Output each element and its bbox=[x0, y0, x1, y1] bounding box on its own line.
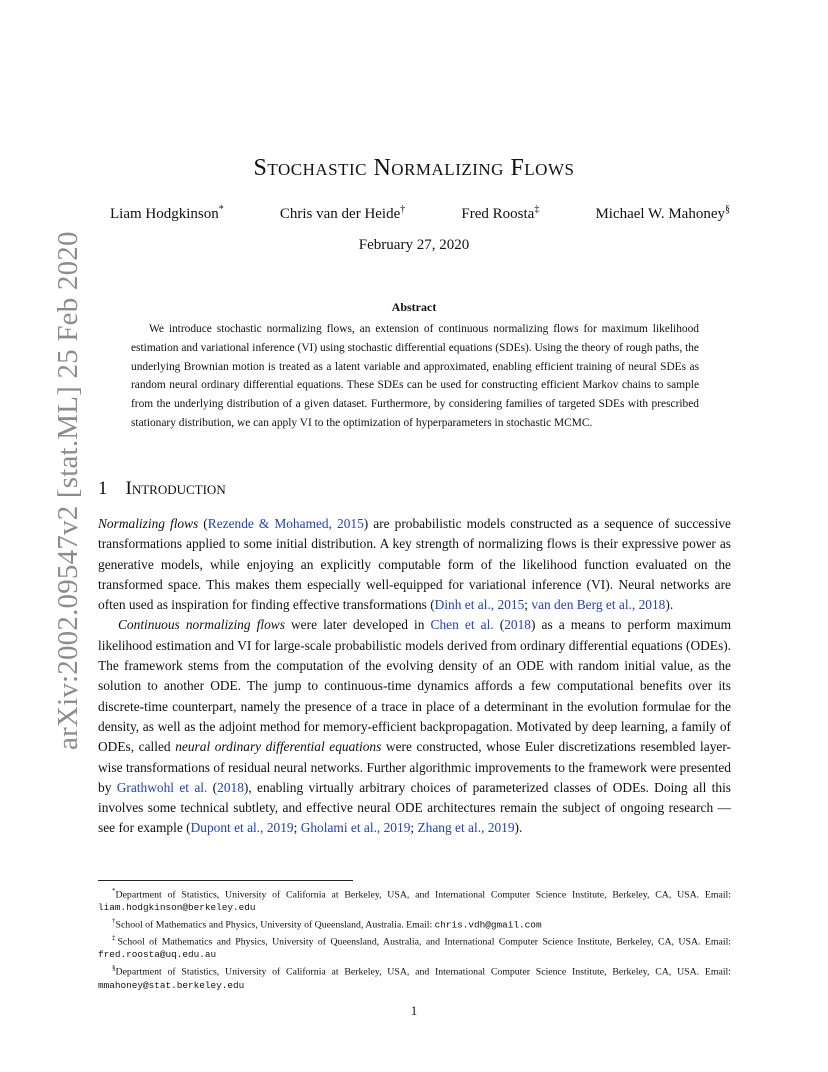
email[interactable]: fred.roosta@uq.edu.au bbox=[98, 949, 217, 961]
footnote: †School of Mathematics and Physics, University of Queensland, Australia. Email: chris.vdh@gmail.com bbox=[112, 917, 542, 931]
citation-link[interactable]: Dinh et al., 2015 bbox=[434, 597, 525, 613]
paper-date: February 27, 2020 bbox=[358, 237, 470, 253]
arxiv-stamp-text: arXiv:2002.09547v2 [stat.ML] 25 Feb 2020 bbox=[52, 231, 84, 750]
citation-link[interactable]: Dupont et al., 2019 bbox=[190, 820, 294, 836]
email[interactable]: liam.hodgkinson@berkeley.edu bbox=[98, 902, 256, 914]
citation-link[interactable]: Zhang et al., 2019 bbox=[417, 820, 515, 836]
footnote: *Department of Statistics, University of California at Berkeley, USA, and International Computer Science Institute, Berkeley, CA, USA. Email: liam.hodgkinson@berkeley.edu bbox=[98, 887, 731, 914]
paper-title: Stochastic Normalizing Flows bbox=[253, 155, 575, 181]
page-number: 1 bbox=[410, 1003, 418, 1018]
citation-link[interactable]: Chen et al. bbox=[430, 617, 494, 633]
footnote: §Department of Statistics, University of California at Berkeley, USA, and International Computer Science Institute, Berkeley, CA, USA. Email: mmahoney@stat.berkeley.edu bbox=[98, 964, 731, 991]
citation-link[interactable]: 2018 bbox=[217, 779, 244, 795]
author: Chris van der Heide† bbox=[279, 204, 406, 222]
email[interactable]: mmahoney@stat.berkeley.edu bbox=[98, 979, 245, 991]
footnote: ‡School of Mathematics and Physics, University of Queensland, Australia, and International Computer Science Institute, Berkeley, CA, USA. Email: fred.roosta@uq.edu.au bbox=[98, 934, 732, 961]
author: Fred Roosta‡ bbox=[461, 204, 540, 222]
abstract-text: We introduce stochastic normalizing flows, an extension of continuous normalizing flows for maximum likelihood estimation and variational inference (VI) using stochastic differential equations (SDEs). Using the theory of rough paths, the underlying Brownian motion is treated as a latent variable and approximated, enabling efficient training of neural SDEs as random neural ordinary differential equations. These SDEs can be used for constructing efficient Markov chains to sample from the underlying distribution of a given dataset. Furthermore, by considering families of targeted SDEs with prescribed stationary distribution, we can apply VI to the optimization of hyperparameters in stochastic MCMC. bbox=[131, 323, 699, 429]
footnote-divider bbox=[98, 880, 353, 881]
citation-link[interactable]: Rezende & Mohamed, 2015 bbox=[207, 516, 364, 531]
author: Michael W. Mahoney§ bbox=[595, 204, 730, 222]
citation-link[interactable]: Gholami et al., 2019 bbox=[300, 820, 411, 836]
abstract-heading: Abstract bbox=[391, 300, 437, 314]
author: Liam Hodgkinson* bbox=[110, 204, 224, 222]
citation-link[interactable]: van den Berg et al., 2018 bbox=[531, 597, 666, 613]
body-text bbox=[98, 514, 731, 839]
email[interactable]: chris.vdh@gmail.com bbox=[434, 919, 542, 931]
section-heading bbox=[98, 478, 226, 500]
author-list bbox=[110, 204, 730, 223]
citation-link[interactable]: 2018 bbox=[504, 617, 531, 633]
paragraph: Continuous normalizing flows were later developed in Chen et al. (2018) as a means to perform maximum likelihood estimation and VI for large-scale probabilistic models derived from ordinary differential equations (ODEs). The framework stems from the computation of the evolving density of an ODE with random initial value, as the solution to another ODE. The jump to continuous-time dynamics affords a few computational benefits over its discrete-time counterpart, namely the presence of a trace in place of a determinant in the evolution formulae for the density, as well as the adjoint method for memory-efficient backpropagation. Motivated by deep learning, a family of ODEs, called neural ordinary differential equations were constructed, whose Euler discretizations resembled layer-wise transformations of residual neural networks. Further algorithmic improvements to the framework were presented by Grathwohl et al. (2018), enabling virtually arbitrary choices of parameterized classes of ODEs. Doing all this involves some technical subtlety, and effective neural ODE architectures remain the subject of ongoing research — see for example (Dupont et al., 2019; Gholami et al., 2019; Zhang et al., 2019). bbox=[98, 617, 732, 836]
citation-link[interactable]: Grathwohl et al. bbox=[116, 779, 208, 795]
footnotes bbox=[98, 885, 731, 992]
arxiv-stamp bbox=[14, 231, 84, 750]
section-title: Introduction bbox=[125, 478, 226, 499]
paragraph: Normalizing flows (Rezende & Mohamed, 2015) are probabilistic models constructed as a sequence of successive transformations applied to some initial distribution. A key strength of normalizing flows is their expressive power as generative models, while enjoying an explicitly computable form of the likelihood function evaluated on the transformed space. This makes them especially well-equipped for variational inference (VI). Neural networks are often used as inspiration for finding effective transformations (Dinh et al., 2015; van den Berg et al., 2018). bbox=[98, 516, 731, 613]
section-number: 1 bbox=[98, 478, 108, 499]
